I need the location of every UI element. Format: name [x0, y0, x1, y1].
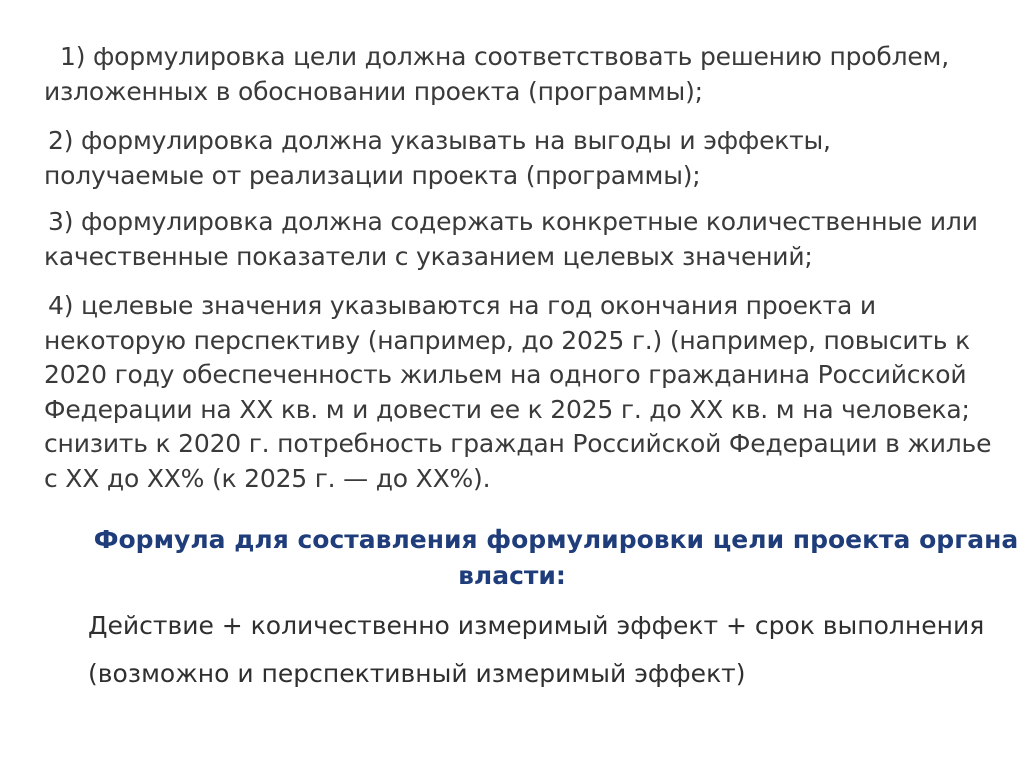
formula-body: [88, 602, 1008, 698]
list-item-4-line-1: 4) целевые значения указываются на год окончания проекта и: [48, 291, 876, 320]
list-item-1: [44, 40, 1004, 109]
formula-heading-line-2: власти:: [458, 561, 566, 590]
formula-heading-line-1: Формула для составления формулировки цели проекта органа: [93, 525, 1019, 554]
list-item-4-line-4: Федерации на XX кв. м и довести ее к 2025 г. до XX кв. м на человека;: [44, 394, 970, 424]
list-item-1-line-1: 1) формулировка цели должна соответствовать решению проблем,: [60, 42, 949, 71]
formula-heading: [0, 522, 1024, 594]
list-item-2: [44, 124, 1004, 193]
list-item-4: [44, 289, 1004, 496]
list-item-2-line-2: получаемые от реализации проекта (программы);: [44, 160, 701, 190]
formula-body-line-2: (возможно и перспективный измеримый эффект): [88, 659, 746, 688]
list-item-3-line-2: качественные показатели с указанием целевых значений;: [44, 241, 813, 271]
list-item-4-line-5: снизить к 2020 г. потребность граждан Российской Федерации в жилье: [44, 429, 992, 458]
list-item-4-line-3: 2020 году обеспеченность жильем на одного гражданина Российской: [44, 360, 967, 389]
list-item-3-line-1: 3) формулировка должна содержать конкретные количественные или: [48, 207, 978, 236]
formula-body-line-1: Действие + количественно измеримый эффект + срок выполнения: [88, 611, 985, 640]
list-item-2-line-1: 2) формулировка должна указывать на выгоды и эффекты,: [48, 126, 831, 155]
list-item-4-line-6: с XX до XX% (к 2025 г. — до XX%).: [44, 463, 491, 493]
list-item-4-line-2: некоторую перспективу (например, до 2025 г.) (например, повысить к: [44, 325, 970, 355]
list-item-3: [44, 205, 1004, 274]
list-item-1-line-2: изложенных в обосновании проекта (программы);: [44, 76, 703, 106]
